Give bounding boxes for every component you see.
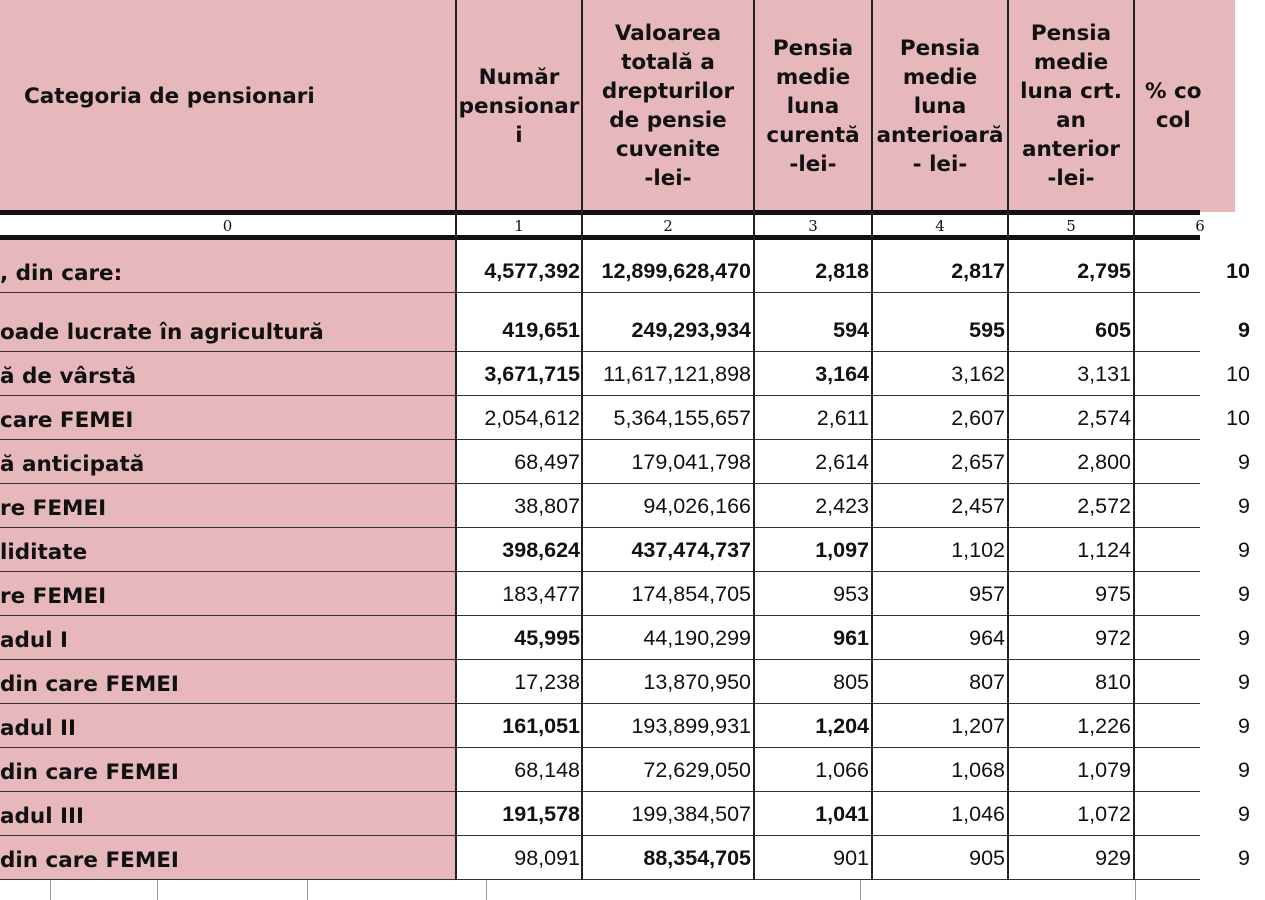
column-number-5: 5 — [1066, 217, 1076, 235]
row-value-col-3: 1,204 — [815, 714, 869, 738]
row-category-label: din care FEMEI — [0, 848, 179, 873]
row-category-label: care FEMEI — [0, 408, 134, 433]
row-value-col-6: 9 — [1238, 846, 1250, 870]
table-row — [0, 704, 1250, 748]
sheet-gridline — [307, 880, 308, 900]
row-value-col-6: 9 — [1238, 626, 1250, 650]
row-value-col-2: 44,190,299 — [643, 626, 751, 650]
row-value-col-6: 9 — [1238, 758, 1250, 782]
row-value-col-3: 1,066 — [815, 758, 869, 782]
row-category-label: adul III — [0, 804, 85, 829]
row-value-col-4: 964 — [969, 626, 1005, 650]
table-row — [0, 440, 1250, 484]
column-divider — [871, 0, 873, 880]
row-value-col-2: 437,474,737 — [631, 538, 751, 562]
row-category-label: ă de vârstă — [0, 364, 137, 389]
row-value-col-6: 10 — [1226, 406, 1250, 430]
table-row — [0, 396, 1250, 440]
row-value-col-5: 605 — [1095, 318, 1131, 342]
column-number-2: 2 — [663, 217, 673, 235]
row-value-col-6: 9 — [1238, 714, 1250, 738]
column-divider — [1133, 0, 1135, 880]
row-value-col-5: 2,574 — [1077, 406, 1131, 430]
row-value-col-5: 1,226 — [1077, 714, 1131, 738]
row-value-col-1: 38,807 — [514, 494, 580, 518]
row-category-label: oade lucrate în agricultură — [0, 320, 324, 345]
row-value-col-3: 2,611 — [816, 406, 869, 430]
row-category-label: liditate — [0, 540, 88, 565]
row-value-col-5: 2,572 — [1077, 494, 1131, 518]
sheet-gridline — [486, 880, 487, 900]
row-value-col-2: 199,384,507 — [631, 802, 751, 826]
row-value-col-1: 45,995 — [514, 626, 580, 650]
row-value-col-3: 1,097 — [815, 538, 869, 562]
row-value-col-2: 94,026,166 — [643, 494, 751, 518]
row-value-col-5: 2,795 — [1077, 259, 1131, 283]
row-value-col-2: 5,364,155,657 — [613, 406, 751, 430]
row-value-col-5: 3,131 — [1077, 362, 1131, 386]
row-value-col-6: 10 — [1226, 259, 1250, 283]
row-value-col-6: 9 — [1238, 494, 1250, 518]
table-row — [0, 748, 1250, 792]
row-value-col-1: 2,054,612 — [484, 406, 580, 430]
row-value-col-2: 72,629,050 — [643, 758, 751, 782]
column-divider — [581, 0, 583, 880]
row-value-col-1: 4,577,392 — [484, 259, 580, 283]
column-divider — [753, 0, 755, 880]
row-value-col-4: 2,457 — [951, 494, 1005, 518]
row-value-col-2: 249,293,934 — [631, 318, 751, 342]
row-value-col-2: 88,354,705 — [643, 846, 751, 870]
row-value-col-3: 1,041 — [815, 802, 869, 826]
column-number-4: 4 — [935, 217, 945, 235]
row-value-col-6: 10 — [1226, 362, 1250, 386]
row-value-col-5: 1,072 — [1077, 802, 1131, 826]
row-value-col-1: 98,091 — [514, 846, 580, 870]
row-category-label: din care FEMEI — [0, 672, 179, 697]
row-value-col-4: 595 — [969, 318, 1005, 342]
row-value-col-2: 11,617,121,898 — [603, 362, 751, 386]
table-row — [0, 528, 1250, 572]
row-value-col-4: 957 — [969, 582, 1005, 606]
table-row — [0, 660, 1250, 704]
table-row — [0, 792, 1250, 836]
row-value-col-5: 1,124 — [1077, 538, 1131, 562]
row-value-col-3: 953 — [833, 582, 869, 606]
row-value-col-5: 2,800 — [1077, 450, 1131, 474]
row-value-col-6: 9 — [1238, 670, 1250, 694]
row-value-col-3: 2,614 — [815, 450, 869, 474]
row-category-label: re FEMEI — [0, 496, 107, 521]
row-value-col-4: 1,046 — [951, 802, 1005, 826]
row-value-col-3: 2,818 — [815, 259, 869, 283]
table-row — [0, 616, 1250, 660]
category-header-title: Categoria de pensionari — [24, 84, 315, 109]
row-value-col-3: 901 — [833, 846, 869, 870]
table-row — [0, 572, 1250, 616]
row-value-col-2: 13,870,950 — [643, 670, 751, 694]
row-value-col-4: 3,162 — [951, 362, 1005, 386]
row-value-col-3: 2,423 — [815, 494, 869, 518]
row-value-col-1: 191,578 — [502, 802, 580, 826]
row-value-col-2: 174,854,705 — [631, 582, 751, 606]
column-header-avg-last-year: Pensia medie luna crt. an anterior -lei- — [1009, 0, 1133, 212]
table-row — [0, 293, 1250, 352]
sheet-gridline — [157, 880, 158, 900]
row-value-col-4: 1,068 — [951, 758, 1005, 782]
row-value-col-1: 68,148 — [514, 758, 580, 782]
row-value-col-1: 17,238 — [514, 670, 580, 694]
column-header-pensioners-count: Număr pensionar i — [457, 0, 581, 212]
column-header-total-value: Valoarea totală a drepturilor de pensie cuvenite -lei- — [583, 0, 753, 212]
row-value-col-4: 2,607 — [951, 406, 1005, 430]
row-value-col-6: 9 — [1238, 582, 1250, 606]
row-value-col-6: 9 — [1238, 538, 1250, 562]
column-number-3: 3 — [808, 217, 818, 235]
row-value-col-1: 3,671,715 — [484, 362, 580, 386]
row-value-col-5: 1,079 — [1077, 758, 1131, 782]
row-value-col-4: 905 — [969, 846, 1005, 870]
row-category-label: ă anticipată — [0, 452, 145, 477]
row-value-col-1: 419,651 — [502, 318, 580, 342]
row-category-label: din care FEMEI — [0, 760, 179, 785]
row-value-col-6: 9 — [1238, 318, 1250, 342]
row-value-col-6: 9 — [1238, 802, 1250, 826]
row-category-label: adul II — [0, 716, 77, 741]
column-number-1: 1 — [514, 217, 524, 235]
row-value-col-5: 810 — [1095, 670, 1131, 694]
row-value-col-3: 805 — [833, 670, 869, 694]
table-row — [0, 484, 1250, 528]
row-value-col-1: 398,624 — [502, 538, 580, 562]
row-value-col-4: 2,817 — [951, 259, 1005, 283]
row-value-col-5: 929 — [1095, 846, 1131, 870]
sheet-gridline — [50, 880, 51, 900]
row-value-col-2: 179,041,798 — [631, 450, 751, 474]
row-value-col-4: 2,657 — [951, 450, 1005, 474]
row-category-label: re FEMEI — [0, 584, 107, 609]
row-value-col-5: 972 — [1095, 626, 1131, 650]
table-row — [0, 836, 1250, 880]
row-value-col-4: 1,102 — [951, 538, 1005, 562]
row-value-col-2: 12,899,628,470 — [601, 259, 751, 283]
table-row — [0, 240, 1250, 293]
column-header-avg-current: Pensia medie luna curentă -lei- — [755, 0, 871, 212]
row-value-col-4: 1,207 — [951, 714, 1005, 738]
column-header-percent: % co col — [1135, 0, 1235, 212]
row-category-label: , din care: — [0, 261, 123, 286]
column-header-avg-previous: Pensia medie luna anterioară - lei- — [873, 0, 1007, 212]
row-value-col-3: 961 — [833, 626, 869, 650]
row-value-col-3: 594 — [833, 318, 869, 342]
sheet-gridline — [860, 880, 861, 900]
row-category-label: adul I — [0, 628, 69, 653]
row-value-col-5: 975 — [1095, 582, 1131, 606]
row-value-col-1: 183,477 — [502, 582, 580, 606]
column-divider — [455, 0, 457, 880]
column-number-6: 6 — [1195, 217, 1205, 235]
row-value-col-1: 68,497 — [514, 450, 580, 474]
row-value-col-6: 9 — [1238, 450, 1250, 474]
column-number-row — [0, 215, 1205, 235]
row-value-col-4: 807 — [969, 670, 1005, 694]
table-row — [0, 352, 1250, 396]
column-divider — [1007, 0, 1009, 880]
column-number-0: 0 — [222, 217, 233, 235]
row-value-col-3: 3,164 — [815, 362, 869, 386]
row-value-col-1: 161,051 — [502, 714, 580, 738]
sheet-gridline — [1135, 880, 1136, 900]
row-value-col-2: 193,899,931 — [631, 714, 751, 738]
sheet-footer-strip — [0, 880, 1200, 900]
